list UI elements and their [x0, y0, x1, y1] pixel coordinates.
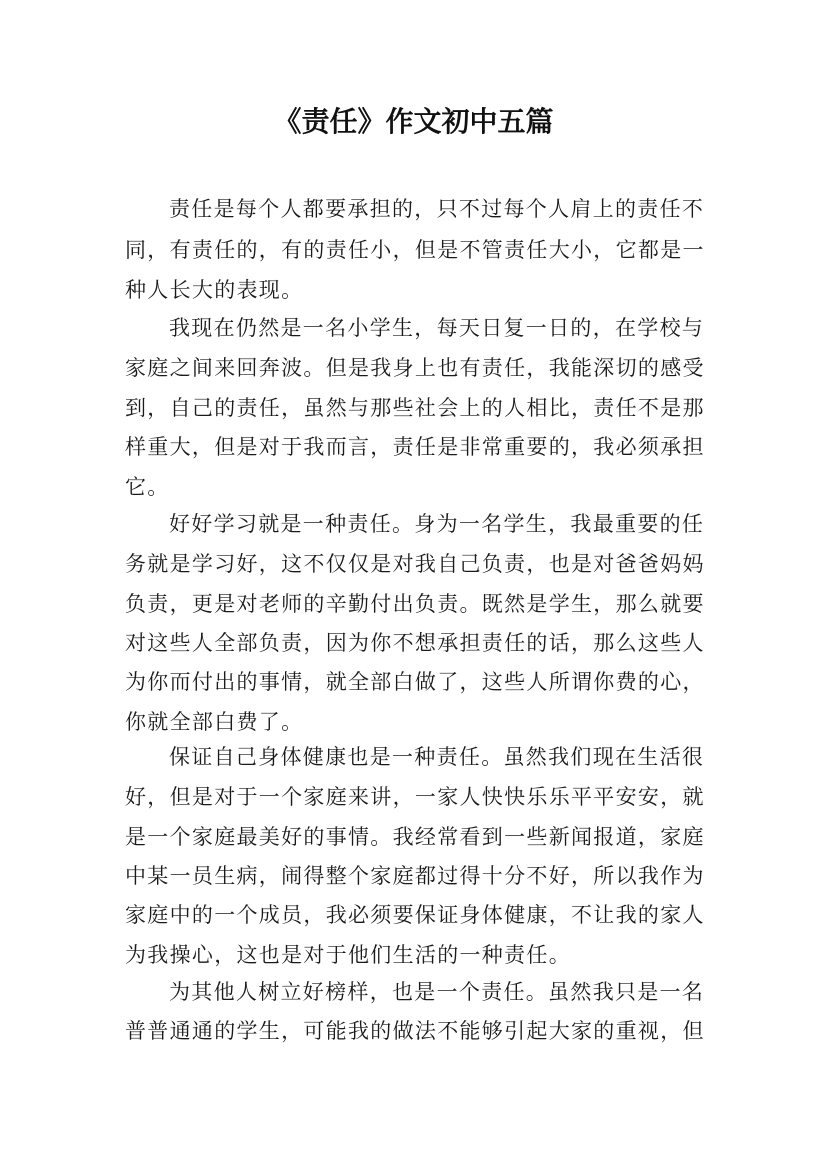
- text-line: 责任是每个人都要承担的，只不过每个人肩上的责任不: [169, 197, 705, 221]
- text-line: 到，自己的责任，虽然与那些社会上的人相比，责任不是那: [125, 396, 705, 420]
- text-line: 为你而付出的事情，就全部白做了，这些人所谓你费的心，: [125, 670, 705, 694]
- text-line: 家庭中的一个成员，我必须要保证身体健康，不让我的家人: [125, 903, 705, 927]
- text-line: 家庭之间来回奔波。但是我身上也有责任，我能深切的感受: [125, 356, 705, 380]
- text-line: 普普通通的学生，可能我的做法不能够引起大家的重视，但: [125, 1019, 705, 1043]
- text-line: 好好学习就是一种责任。身为一名学生，我最重要的任: [169, 512, 705, 536]
- text-line: 同，有责任的，有的责任小，但是不管责任大小，它都是一: [125, 238, 705, 262]
- document-title: 《责任》作文初中五篇: [273, 105, 554, 138]
- text-line: 样重大，但是对于我而言，责任是非常重要的，我必须承担: [125, 435, 705, 459]
- text-line: 为其他人树立好榜样，也是一个责任。虽然我只是一名: [169, 980, 705, 1004]
- text-line: 为我操心，这也是对于他们生活的一种责任。: [125, 943, 571, 967]
- text-line: 务就是学习好，这不仅仅是对我自己负责，也是对爸爸妈妈: [125, 552, 705, 576]
- text-line: 我现在仍然是一名小学生，每天日复一日的，在学校与: [169, 316, 705, 340]
- text-line: 对这些人全部负责，因为你不想承担责任的话，那么这些人: [125, 631, 705, 655]
- text-line: 是一个家庭最美好的事情。我经常看到一些新闻报道，家庭: [125, 825, 705, 849]
- text-line: 负责，更是对老师的辛勤付出负责。既然是学生，那么就要: [125, 592, 705, 616]
- text-line: 好，但是对于一个家庭来讲，一家人快快乐乐平平安安，就: [125, 785, 705, 809]
- text-line: 保证自己身体健康也是一种责任。虽然我们现在生活很: [169, 745, 705, 769]
- text-line: 你就全部白费了。: [125, 710, 304, 734]
- text-line: 它。: [125, 475, 170, 499]
- text-line: 种人长大的表现。: [125, 278, 304, 302]
- text-line: 中某一员生病，闹得整个家庭都过得十分不好，所以我作为: [125, 864, 705, 888]
